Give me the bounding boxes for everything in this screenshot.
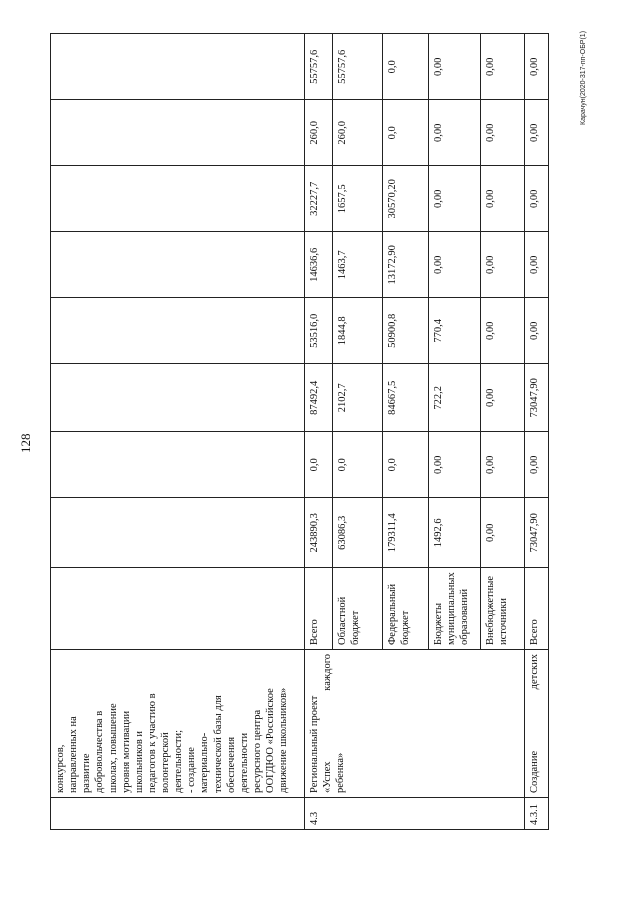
- row-description: Региональный проект «Успех каждого ребенка»: [305, 650, 525, 798]
- source-label: Федеральный бюджет: [383, 568, 429, 650]
- source-label: Всего: [525, 568, 549, 650]
- row-number: [51, 798, 305, 830]
- budget-table: [50, 33, 549, 830]
- source-label: Областной бюджет: [333, 568, 383, 650]
- table-row-4-3-municipal: Бюджеты муниципальных образований 1492,6 0,00 722,2 770,4 0,00 0,00 0,00 0,00: [429, 34, 481, 830]
- row-description: конкурсов, направленных на развитие добровольчества в школах, повышение уровня мотивации школьников и педагогов к участию в волонтерской деятельности; - создание материально- технической базы для обеспечения деятельности ресурсного центра ООГДЮО «Российское движение школьников»: [51, 650, 305, 798]
- table-row-4-3-regional: Областной бюджет 63086,3 0,0 2102,7 1844,8 1463,7 1657,5 260,0 55757,6: [333, 34, 383, 830]
- source-label: Бюджеты муниципальных образований: [429, 568, 481, 650]
- table-row-4-3-federal: Федеральный бюджет 179311,4 0,0 84667,5 50900,8 13172,90 30570,20 0,0 0,0: [383, 34, 429, 830]
- table-row-4-3-1: 4.3.1 Создание детских Всего 73047,90 0,00 73047,90 0,00 0,00 0,00 0,00 0,00: [525, 34, 549, 830]
- page-number: 128: [18, 433, 33, 453]
- row-number: 4.3: [305, 798, 525, 830]
- row-description: Создание детских: [525, 650, 549, 798]
- table-row-4-3-total: 4.3 Региональный проект «Успех каждого ребенка» Всего 243890,3 0,0 87492,4 53516,0 14636,6 32227,7 260,0 55757,6: [305, 34, 333, 830]
- row-number: 4.3.1: [525, 798, 549, 830]
- table-row-4-3-extrabudget: Внебюджетные источники 0,00 0,00 0,00 0,00 0,00 0,00 0,00 0,00: [481, 34, 525, 830]
- source-label: Внебюджетные источники: [481, 568, 525, 650]
- document-code: Карачун(2020-317-пп-ОБР(1): [580, 30, 587, 125]
- source-label: Всего: [305, 568, 333, 650]
- table-row-intro: [51, 34, 305, 830]
